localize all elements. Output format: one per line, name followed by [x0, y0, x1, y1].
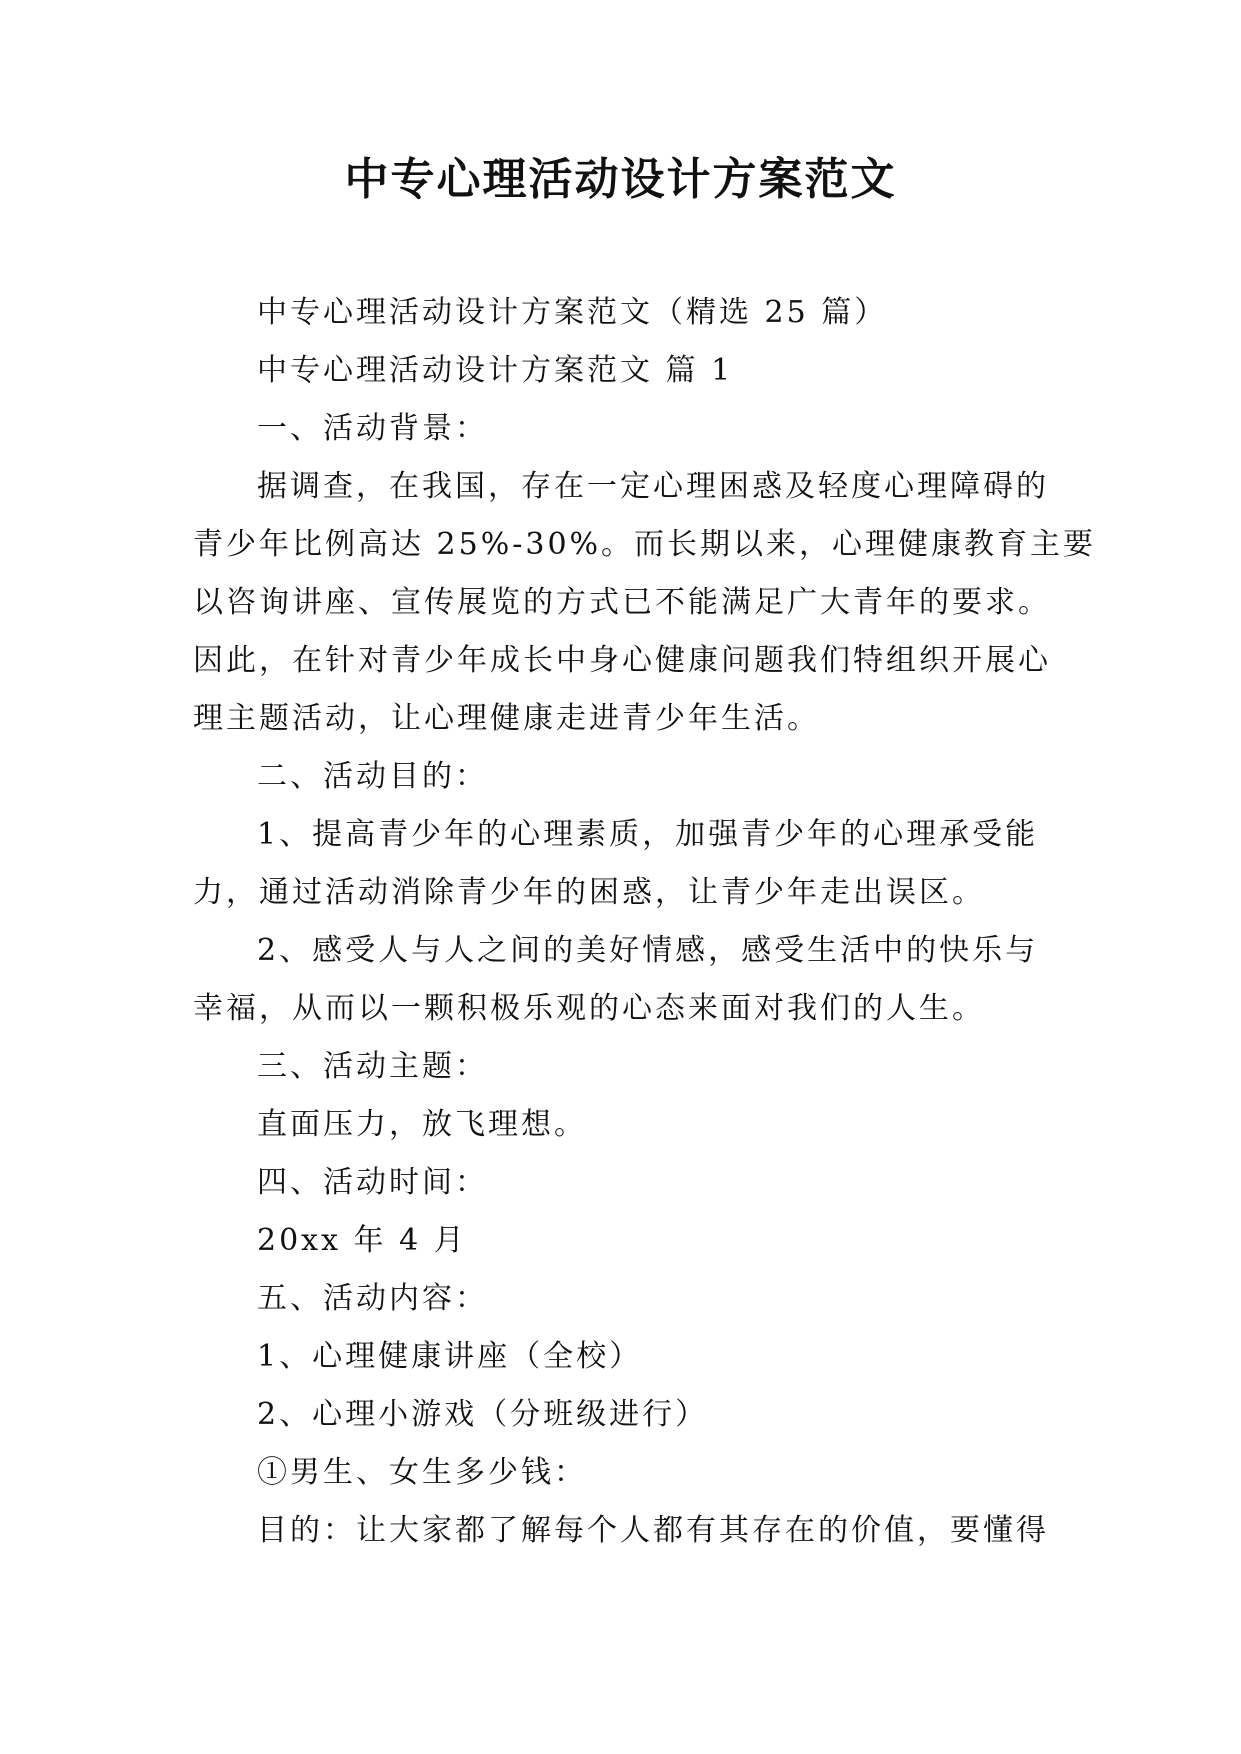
paragraph-line: ①男生、女生多少钱：	[257, 1455, 587, 1490]
paragraph-line: 力，通过活动消除青少年的困惑，让青少年走出误区。	[193, 875, 985, 910]
paragraph-line: 1、提高青少年的心理素质，加强青少年的心理承受能	[257, 817, 1039, 852]
paragraph-line: 四、活动时间：	[257, 1165, 488, 1200]
paragraph-line: 20xx 年 4 月	[257, 1223, 467, 1258]
paragraph-line: 2、心理小游戏（分班级进行）	[257, 1397, 709, 1432]
paragraph-line: 五、活动内容：	[257, 1281, 488, 1316]
paragraph-line: 三、活动主题：	[257, 1049, 488, 1084]
paragraph-line: 以咨询讲座、宣传展览的方式已不能满足广大青年的要求。	[193, 585, 1051, 620]
paragraph-line: 2、感受人与人之间的美好情感，感受生活中的快乐与	[257, 933, 1039, 968]
paragraph-line: 中专心理活动设计方案范文 篇 1	[257, 353, 734, 388]
paragraph-line: 直面压力，放飞理想。	[257, 1107, 587, 1142]
paragraph-line: 1、心理健康讲座（全校）	[257, 1339, 643, 1374]
paragraph-line: 一、活动背景：	[257, 411, 488, 446]
paragraph-line: 青少年比例高达 25%-30%。而长期以来，心理健康教育主要	[193, 527, 1097, 562]
document-body	[193, 284, 1097, 1560]
paragraph-line: 理主题活动，让心理健康走进青少年生活。	[193, 701, 820, 736]
paragraph-line: 幸福，从而以一颗积极乐观的心态来面对我们的人生。	[193, 991, 985, 1026]
paragraph-line: 目的：让大家都了解每个人都有其存在的价值，要懂得	[257, 1513, 1049, 1548]
paragraph-line: 中专心理活动设计方案范文（精选 25 篇）	[257, 295, 888, 330]
paragraph-line: 因此，在针对青少年成长中身心健康问题我们特组织开展心	[193, 643, 1051, 678]
paragraph-line: 据调查，在我国，存在一定心理困惑及轻度心理障碍的	[257, 469, 1049, 504]
paragraph-line: 二、活动目的：	[257, 759, 488, 794]
document-title: 中专心理活动设计方案范文	[344, 154, 897, 205]
